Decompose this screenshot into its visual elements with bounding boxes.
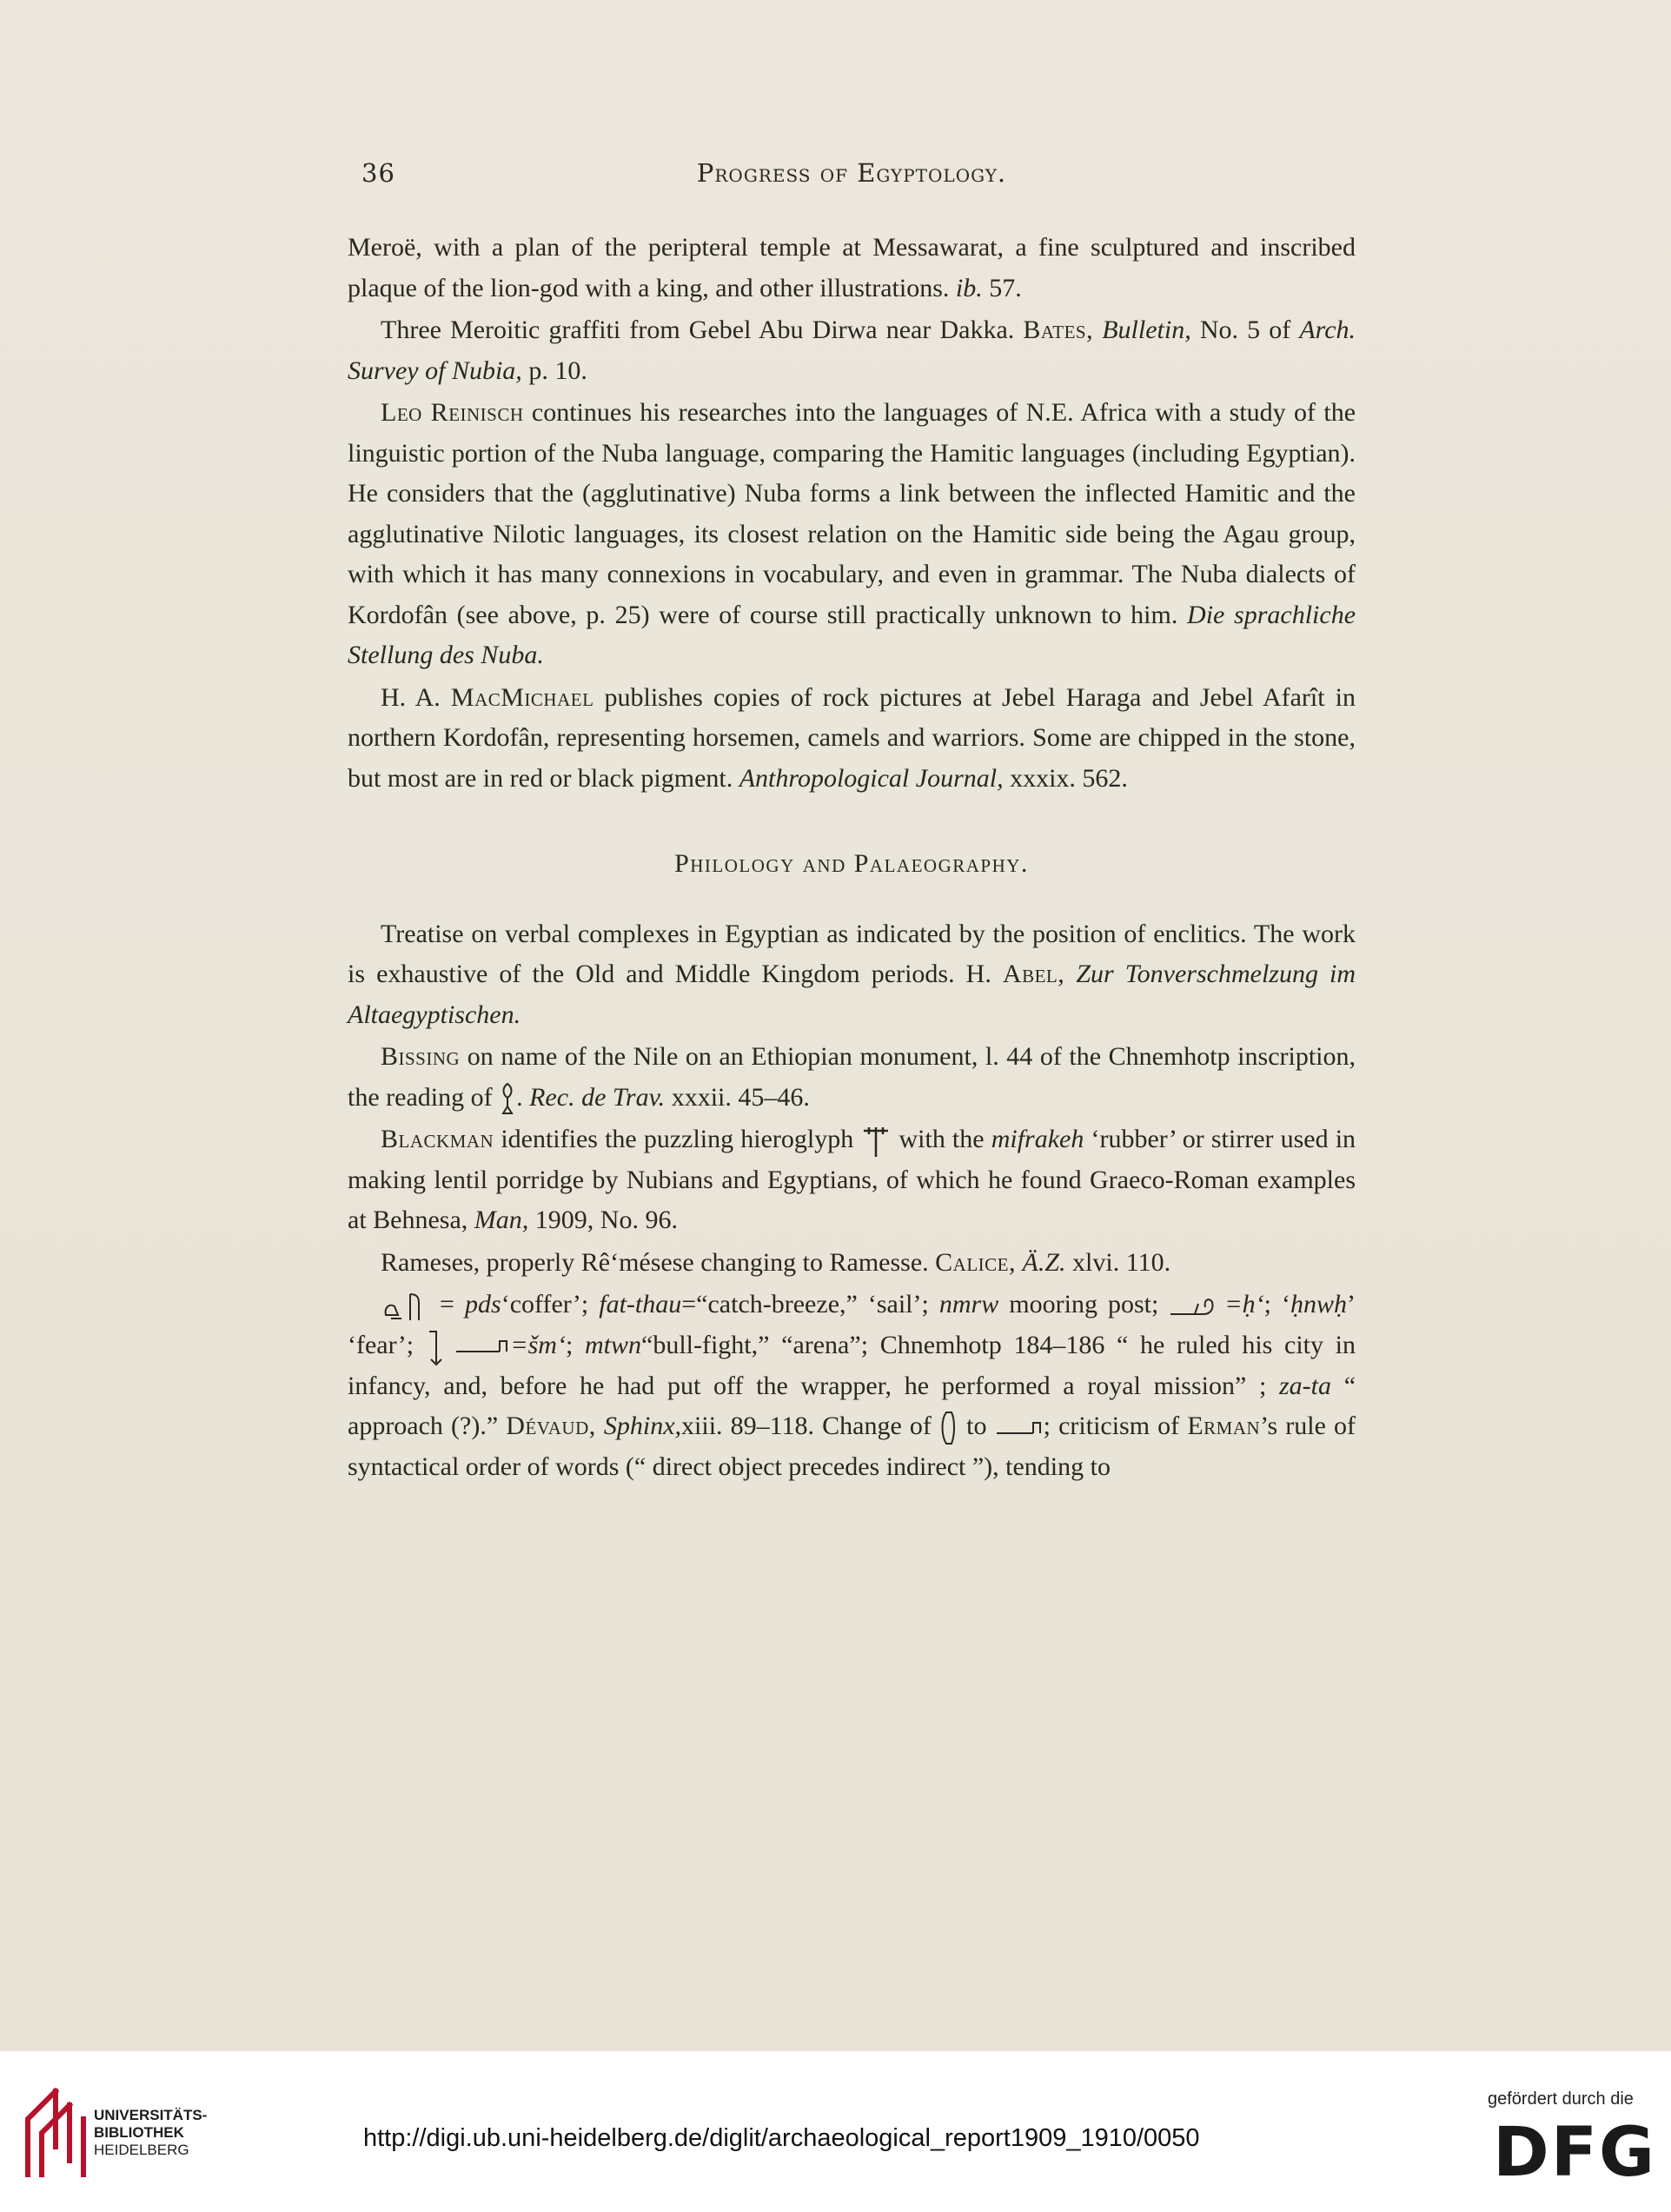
reference-ibid: ib. — [955, 273, 983, 302]
author-name: Dévaud, — [506, 1412, 596, 1441]
journal-title: Anthropological Journal, — [739, 763, 1004, 793]
funded-by-caption: gefördert durch die — [1488, 2089, 1634, 2109]
source-url-link[interactable]: http://digi.ub.uni-heidelberg.de/diglit/archaeological_report1909_1910/0050 — [363, 2124, 1200, 2152]
hieroglyph-rope-icon — [499, 1082, 516, 1117]
hieroglyph-ship-icon — [1169, 1292, 1224, 1321]
section-heading: Philology and Palaeography. — [674, 849, 1029, 878]
equals-sign: = — [440, 1290, 454, 1319]
paragraph-text: ; ‘ — [1263, 1290, 1290, 1319]
page-reference: xlvi. 110. — [1072, 1247, 1171, 1277]
paragraph-text: mooring post; — [1009, 1290, 1159, 1319]
paragraph-text: publishes copies of rock pictures at Jebel Haraga and Jebel Afarît in northern Kordofân, representing horsemen, camels and warriors. Some are chipped in the stone, but most are in red or black pigment. — [348, 682, 1356, 793]
transliteration: za-ta — [1279, 1371, 1331, 1400]
paragraph-text: ‘rubber’ or stirrer used in making lentil porridge by Nubians and Egyptians, of which he found Graeco-Roman examples at Behnesa, — [348, 1125, 1356, 1234]
library-name-line2: BIBLIOTHEK — [94, 2124, 184, 2141]
hieroglyph-sledge-icon — [995, 1416, 1044, 1440]
author-name: Bissing — [381, 1042, 461, 1071]
library-name-line3: HEIDELBERG — [94, 2142, 189, 2158]
author-name: Erman — [1187, 1412, 1261, 1441]
paragraph-meroe — [348, 228, 1356, 309]
paragraph-text: ’s rule of syntactical order of words (“ direct object precedes indirect ”), tending to — [348, 1412, 1356, 1482]
hieroglyph-rope-coil-icon — [426, 1328, 443, 1366]
paragraph-text: Meroë, with a plan of the peripteral temple at Messawarat, a fine sculptured and inscribed plaque of the lion-god with a king, and other illustrations. — [348, 233, 1356, 302]
paragraph-abel — [348, 914, 1356, 1036]
paragraph-blackman — [348, 1119, 1356, 1241]
paragraph-text: on name of the Nile on an Ethiopian monument, l. 44 of the Chnemhotp inscription, the reading of — [348, 1042, 1356, 1112]
page-reference: xxxii. 45–46. — [671, 1082, 810, 1112]
paragraph-rameses — [348, 1243, 1356, 1284]
body-text — [348, 228, 1356, 1488]
ub-heidelberg-logo-icon — [21, 2086, 94, 2180]
paragraph-text: identifies the puzzling hieroglyph — [501, 1125, 854, 1153]
footer-bar — [0, 2051, 1671, 2212]
journal-title: Man, — [474, 1206, 529, 1234]
journal-title: Rec. de Trav. — [529, 1082, 666, 1112]
paragraph-devaud — [348, 1285, 1356, 1488]
paragraph-text: Rameses, properly Rê‘mésese changing to Ramesse. — [381, 1247, 929, 1277]
transliteration: =šm‘ — [510, 1330, 566, 1359]
hieroglyph-chest-icon — [381, 1289, 429, 1324]
transliteration: mtwn — [584, 1330, 641, 1359]
author-name: Calice, — [935, 1247, 1017, 1277]
paragraph-text: xiii. 89–118. Change of — [681, 1412, 932, 1441]
paragraph-text: with the — [898, 1125, 985, 1153]
series-title: Arch. Survey of Nubia, — [348, 316, 1356, 385]
paragraph-text: Treatise on verbal complexes in Egyptian as indicated by the position of enclitics. The work is exhaustive of the Old and Middle Kingdom periods. H. — [348, 919, 1356, 988]
author-name: MacMichael — [450, 682, 594, 712]
page-number: 36 — [361, 158, 395, 188]
paragraph-text: =“catch-breeze,” ‘sail’; — [681, 1290, 929, 1319]
author-name: Leo Reinisch — [381, 398, 524, 427]
reference-number: 57. — [989, 273, 1022, 302]
paragraph-text: “ approach (?).” — [348, 1371, 1356, 1441]
work-title: Zur Tonverschmelzung im Altaegyptischen. — [348, 960, 1356, 1029]
running-title: Progress of Egyptology. — [696, 158, 1007, 188]
transliteration: fat-thau — [599, 1290, 682, 1319]
author-name: Bates, — [1023, 316, 1094, 344]
page-reference: 1909, No. 96. — [534, 1206, 678, 1234]
paragraph-text: No. 5 of — [1199, 316, 1291, 344]
paragraph-text: ’ ‘fear’; — [348, 1290, 1356, 1359]
library-name — [94, 2107, 207, 2159]
transliteration: ḥnwḥ — [1290, 1290, 1348, 1319]
author-initials: H. A. — [381, 682, 441, 712]
paragraph-text: to — [966, 1412, 987, 1441]
hieroglyph-reed-icon — [939, 1409, 958, 1447]
transliteration: nmrw — [938, 1290, 999, 1319]
author-name: Abel, — [1002, 960, 1065, 988]
paragraph-reinisch — [348, 393, 1356, 676]
hieroglyph-sledge-icon — [454, 1334, 510, 1360]
foreign-word: mifrakeh — [991, 1125, 1084, 1153]
hieroglyph-stirrer-icon — [860, 1124, 892, 1159]
paragraph-text: ; criticism of — [1043, 1412, 1180, 1441]
transliteration: =ḥ‘ — [1224, 1290, 1264, 1319]
paragraph-graffiti — [348, 310, 1356, 391]
paragraph-macmichael — [348, 678, 1356, 800]
paragraph-text: ‘coffer’; — [501, 1290, 589, 1319]
transliteration: pds — [465, 1290, 501, 1319]
paragraph-text: ; — [565, 1330, 574, 1359]
library-name-line1: UNIVERSITÄTS- — [94, 2107, 208, 2123]
paragraph-bissing: Bissing on name of the Nile on an Ethiopian monument, l. 44 of the Chnemhotp inscription, the reading of . Rec. de Trav. xxxii. 45–46. — [348, 1037, 1356, 1118]
dfg-logo: DFG — [1493, 2114, 1657, 2192]
page-reference: xxxix. 562. — [1010, 763, 1128, 793]
journal-title: Sphinx, — [603, 1412, 682, 1441]
paragraph-text: “bull-fight,” “arena”; Chnemhotp 184–186 “ he ruled his city in infancy, and, before he had put off the wrapper, he performed a royal mission” ; — [348, 1330, 1356, 1400]
journal-title: Ä.Z. — [1022, 1247, 1066, 1277]
paragraph-text: continues his researches into the languages of N.E. Africa with a study of the linguistic portion of the Nuba language, comparing the Hamitic languages (including Egyptian). He considers that the (agglutinative) Nuba forms a link between the inflected Hamitic and the agglutinative Nilotic languages, its closest relation on the Hamitic side being the Agau group, with which it has many connexions in vocabulary, and even in grammar. The Nuba dialects of Kordofân (see above, p. 25) were of course still practically unknown to him. — [348, 398, 1356, 629]
work-title: Die sprachliche Stellung des Nuba. — [348, 600, 1356, 669]
journal-title: Bulletin, — [1102, 316, 1191, 344]
page-reference: p. 10. — [528, 355, 587, 385]
paragraph-text: Three Meroitic graffiti from Gebel Abu Dirwa near Dakka. — [381, 316, 1015, 344]
author-name: Blackman — [381, 1125, 494, 1153]
